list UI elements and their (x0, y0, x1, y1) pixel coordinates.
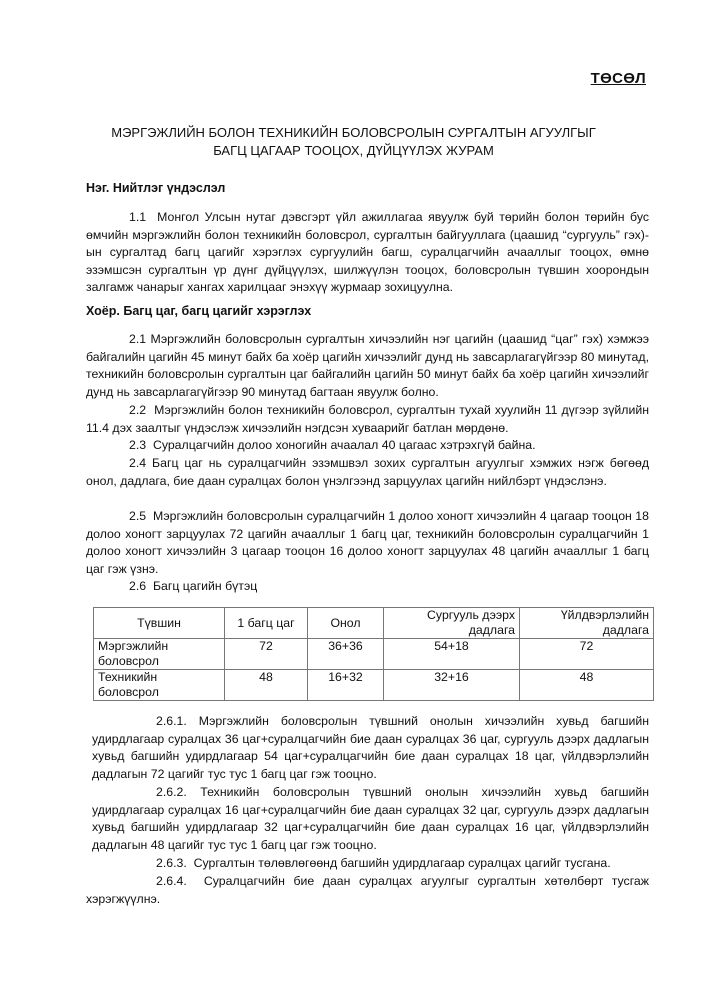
subparagraph-2-6-3 (92, 855, 649, 873)
draft-label: ТӨСӨЛ (590, 70, 646, 87)
credit-hour-structure-table (93, 607, 654, 701)
para-num: 2.1 (129, 332, 147, 346)
table-row (94, 670, 654, 701)
para-text: Мэргэжлийн боловсролын түвшний онолын хичээлийн хувьд багшийн удирдлагаар суралцах 36 цаг+суралцагчийн бие даан суралцах 36 цаг, сургууль дээрх дадлагын хувьд багшийн удирдлагаар 54 цаг+суралцагчийн бие даан суралцах 18 цаг, үйлдвэрлэлийн дадлагын 72 цагийг тус тус 1 багц цаг гэж тооцно. (92, 714, 649, 781)
table-cell: 48 (225, 670, 308, 701)
para-text: Монгол Улсын нутаг дэвсгэрт үйл ажиллагаа явуулж буй төрийн болон төрийн бус өмчийн мэргэжлийн болон техникийн боловсрол, сургалтын байгууллага (цаашид “сургууль” гэх)-ын сургалтад багц цагийг хэрэглэх сургуулийн багш, суралцагчийн ачааллыг тооцох, өмнө эзэмшсэн сургалтын үр дүнг дүйцүүлэх, шилжүүлэн тооцох, боловсролын түвшин хоорондын залгамж чанарыг хангах харилцааг энэхүү журмаар зохицуулна. (86, 210, 649, 295)
table-cell: 54+18 (384, 639, 520, 670)
para-text: Суралцагчийн долоо хоногийн ачаалал 40 цагаас хэтрэхгүй байна. (152, 438, 536, 452)
document-title (0, 124, 707, 160)
paragraph-2-2 (86, 402, 649, 437)
paragraph-2-4 (86, 455, 649, 490)
para-num: 2.2 (129, 403, 147, 417)
paragraph-1-1 (86, 209, 649, 297)
para-num: 2.6.1. (156, 714, 187, 728)
subparagraph-2-6-1 (92, 713, 649, 783)
table-cell: 32+16 (384, 670, 520, 701)
para-text: Техникийн боловсролын түвшний онолын хичээлийн хувьд багшийн удирдлагаар суралцах 16 цаг+суралцагчийн бие даан суралцах 32 цаг, сургууль дээрх дадлагын хувьд багшийн удирдлагаар 32 цаг+суралцагчийн бие даан суралцах 16 цаг, үйлдвэрлэлийн дадлагын 48 цагийг тус тус 1 багц цаг гэж тооцно. (92, 785, 649, 852)
para-text: Мэргэжлийн болон техникийн боловсрол, сургалтын тухай хуулийн 11 дүгээр зүйлийн 11.4 дэх заалтыг үндэслэж хичээлийн нэгдсэн хуваарийг батлан мөрдөнө. (86, 403, 649, 435)
table-cell: 16+32 (308, 670, 384, 701)
table-cell: 72 (520, 639, 654, 670)
para-num: 2.6.4. (156, 874, 187, 888)
table-header-cell: Онол (308, 608, 384, 639)
para-num: 2.6.3. (156, 856, 187, 870)
paragraph-2-6 (86, 578, 649, 596)
para-num: 2.6 (129, 579, 147, 593)
table-cell: 48 (520, 670, 654, 701)
para-text: Суралцагчийн бие даан суралцах агуулгыг сургалтын хөтөлбөрт тусгаж хэрэгжүүлнэ. (86, 874, 649, 906)
table-header-cell: 1 багц цаг (225, 608, 308, 639)
table-header-row (94, 608, 654, 639)
para-num: 2.5 (129, 509, 147, 523)
para-num: 2.3 (129, 438, 147, 452)
table-cell-level: Мэргэжлийн боловсрол (94, 639, 225, 670)
para-num: 2.4 (129, 456, 147, 470)
para-num: 1.1 (129, 210, 147, 224)
table-header-cell (520, 608, 654, 639)
para-text: Сургалтын төлөвлөгөөнд багшийн удирдлагаар суралцах цагийг тусгана. (193, 856, 611, 870)
subparagraph-2-6-4 (86, 873, 649, 908)
paragraph-2-3 (86, 437, 649, 455)
para-text: Мэргэжлийн боловсролын суралцагчийн 1 долоо хоногт хичээлийн 4 цагаар тооцон 18 долоо хоногт зарцуулах 72 цагийн ачааллыг 1 багц цаг, техникийн боловсролын суралцагчийн 1 долоо хоногт хичээлийн 3 цагаар тооцон 16 долоо хоногт зарцуулах 48 цагийн ачааллыг 1 багц цаг гэж үзнэ. (86, 509, 649, 576)
para-num: 2.6.2. (156, 785, 187, 799)
table-row (94, 639, 654, 670)
para-text: Багц цагийн бүтэц (152, 579, 258, 593)
section-heading-1: Нэг. Нийтлэг үндэслэл (86, 181, 226, 195)
section-heading-2: Хоёр. Багц цаг, багц цагийг хэрэглэх (86, 304, 312, 318)
table-header-cell: Түвшин (94, 608, 225, 639)
subparagraph-2-6-2 (92, 784, 649, 854)
table-cell: 72 (225, 639, 308, 670)
header-text: Сургууль дээрх дадлага (427, 608, 515, 637)
paragraph-2-1 (86, 331, 649, 401)
para-text: Мэргэжлийн боловсролын сургалтын хичээлийн нэг цагийн (цаашид “цаг” гэх) хэмжээ байгалийн цагийн 45 минут байх ба хоёр цагийн хичээлийг дунд нь завсарлагагүйгээр 80 минутад, техникийн боловсролын сургалтын цаг байгалийн цагийн 50 минут байх ба хоёр цагийн хичээлийг дунд нь завсарлагагүйгээр 90 минутад багтаан явуулж болно. (86, 332, 649, 399)
title-line-1: МЭРГЭЖЛИЙН БОЛОН ТЕХНИКИЙН БОЛОВСРОЛЫН СУРГАЛТЫН АГУУЛГЫГ (111, 125, 596, 140)
title-line-2: БАГЦ ЦАГААР ТООЦОХ, ДҮЙЦҮҮЛЭХ ЖУРАМ (213, 143, 494, 158)
table-cell-level: Техникийн боловсрол (94, 670, 225, 701)
table-header-cell (384, 608, 520, 639)
table-cell: 36+36 (308, 639, 384, 670)
header-text: Үйлдвэрлэлийн дадлага (560, 608, 649, 637)
paragraph-2-5 (86, 508, 649, 578)
para-text: Багц цаг нь суралцагчийн эзэмшвэл зохих сургалтын агуулгыг хэмжих нэгж бөгөөд онол, дадлага, бие даан суралцах болон үнэлгээнд зарцуулах цагийн нийлбэрт үндэслэнэ. (86, 456, 650, 488)
